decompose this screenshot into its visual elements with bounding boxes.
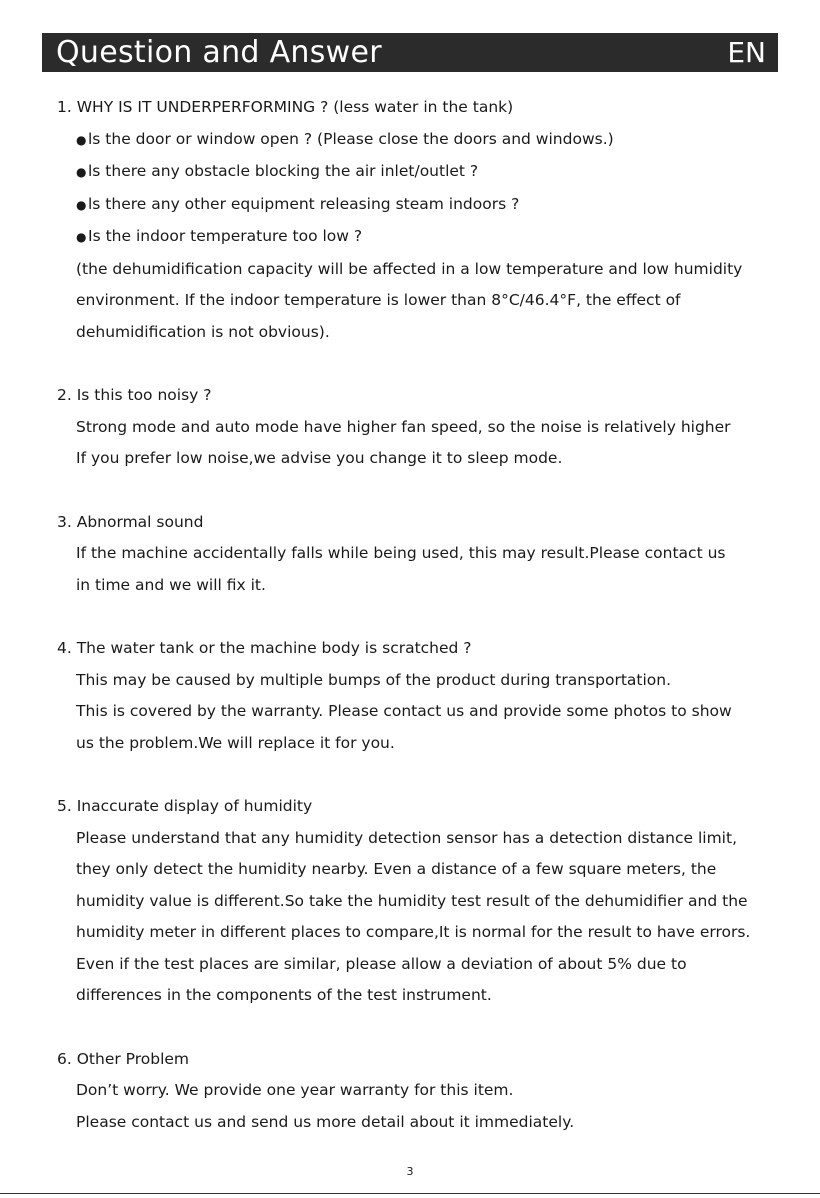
- answer-line: dehumidification is not obvious).: [76, 322, 330, 341]
- qa-content: [57, 92, 802, 1138]
- bullet-item: [76, 221, 802, 254]
- answer-line: Don’t worry. We provide one year warranty for this item.: [76, 1081, 514, 1099]
- answer-body: [57, 412, 802, 475]
- answer-line: If the machine accidentally falls while being used, this may result.Please contact us: [76, 544, 726, 562]
- question-title: 3. Abnormal sound: [57, 512, 204, 531]
- bullet-text: ls there any obstacle blocking the air inlet/outlet ?: [88, 162, 479, 180]
- answer-body: [57, 1075, 802, 1138]
- qa-section: [57, 633, 802, 759]
- page-title: Question and Answer: [56, 35, 382, 70]
- answer-line: differences in the components of the test instrument.: [76, 986, 492, 1004]
- qa-section: [57, 92, 802, 348]
- answer-line: Even if the test places are similar, please allow a deviation of about 5% due to: [76, 954, 687, 973]
- answer-line: humidity meter in different places to compare,It is normal for the result to have errors.: [76, 923, 751, 941]
- bullet-dot-icon: ●: [76, 197, 87, 212]
- question-title: 6. Other Problem: [57, 1049, 190, 1068]
- question-title: 5. Inaccurate display of humidity: [57, 797, 313, 815]
- bullet-item: [76, 189, 802, 222]
- qa-section: [57, 791, 802, 1012]
- answer-body: [57, 124, 802, 349]
- question-title: 2. Is this too noisy ?: [57, 386, 212, 404]
- answer-line: Please understand that any humidity detection sensor has a detection distance limit,: [76, 828, 737, 847]
- qa-section: [57, 507, 802, 602]
- answer-line: Please contact us and send us more detail about it immediately.: [76, 1112, 575, 1131]
- answer-line: Strong mode and auto mode have higher fan speed, so the noise is relatively higher: [76, 417, 731, 436]
- language-label: EN: [727, 36, 766, 69]
- page-number: 3: [406, 1165, 414, 1178]
- bullet-dot-icon: ●: [76, 132, 87, 147]
- answer-line: If you prefer low noise,we advise you change it to sleep mode.: [76, 449, 563, 467]
- answer-line: they only detect the humidity nearby. Even a distance of a few square meters, the: [76, 860, 717, 878]
- bullet-dot-icon: ●: [76, 230, 87, 244]
- bullet-dot-icon: ●: [76, 165, 87, 179]
- answer-body: [57, 823, 802, 1012]
- answer-line: environment. If the indoor temperature is lower than 8°C/46.4°F, the effect of: [76, 291, 681, 309]
- bullet-item: [76, 156, 802, 189]
- bullet-text: ls the door or window open ? (Please close the doors and windows.): [88, 129, 614, 148]
- header-bar: [42, 33, 778, 72]
- bullet-item: [76, 124, 802, 157]
- question-title: 4. The water tank or the machine body is scratched ?: [57, 639, 472, 657]
- qa-section: [57, 1044, 802, 1139]
- answer-line: This may be caused by multiple bumps of the product during transportation.: [76, 670, 672, 689]
- answer-line: in time and we will fix it.: [76, 575, 266, 594]
- bullet-text: ls there any other equipment releasing steam indoors ?: [88, 194, 520, 213]
- answer-body: [57, 665, 802, 760]
- footer-divider: [0, 1193, 820, 1194]
- answer-body: [57, 538, 802, 601]
- bullet-text: Is the indoor temperature too low ?: [88, 227, 363, 245]
- answer-line: humidity value is different.So take the humidity test result of the dehumidifier and the: [76, 891, 748, 910]
- qa-section: [57, 380, 802, 475]
- answer-line: (the dehumidification capacity will be affected in a low temperature and low humidity: [76, 259, 743, 278]
- question-title: 1. WHY IS IT UNDERPERFORMING ? (less water in the tank): [57, 98, 514, 116]
- answer-line: This is covered by the warranty. Please contact us and provide some photos to show: [76, 702, 732, 720]
- answer-line: us the problem.We will replace it for you.: [76, 733, 395, 752]
